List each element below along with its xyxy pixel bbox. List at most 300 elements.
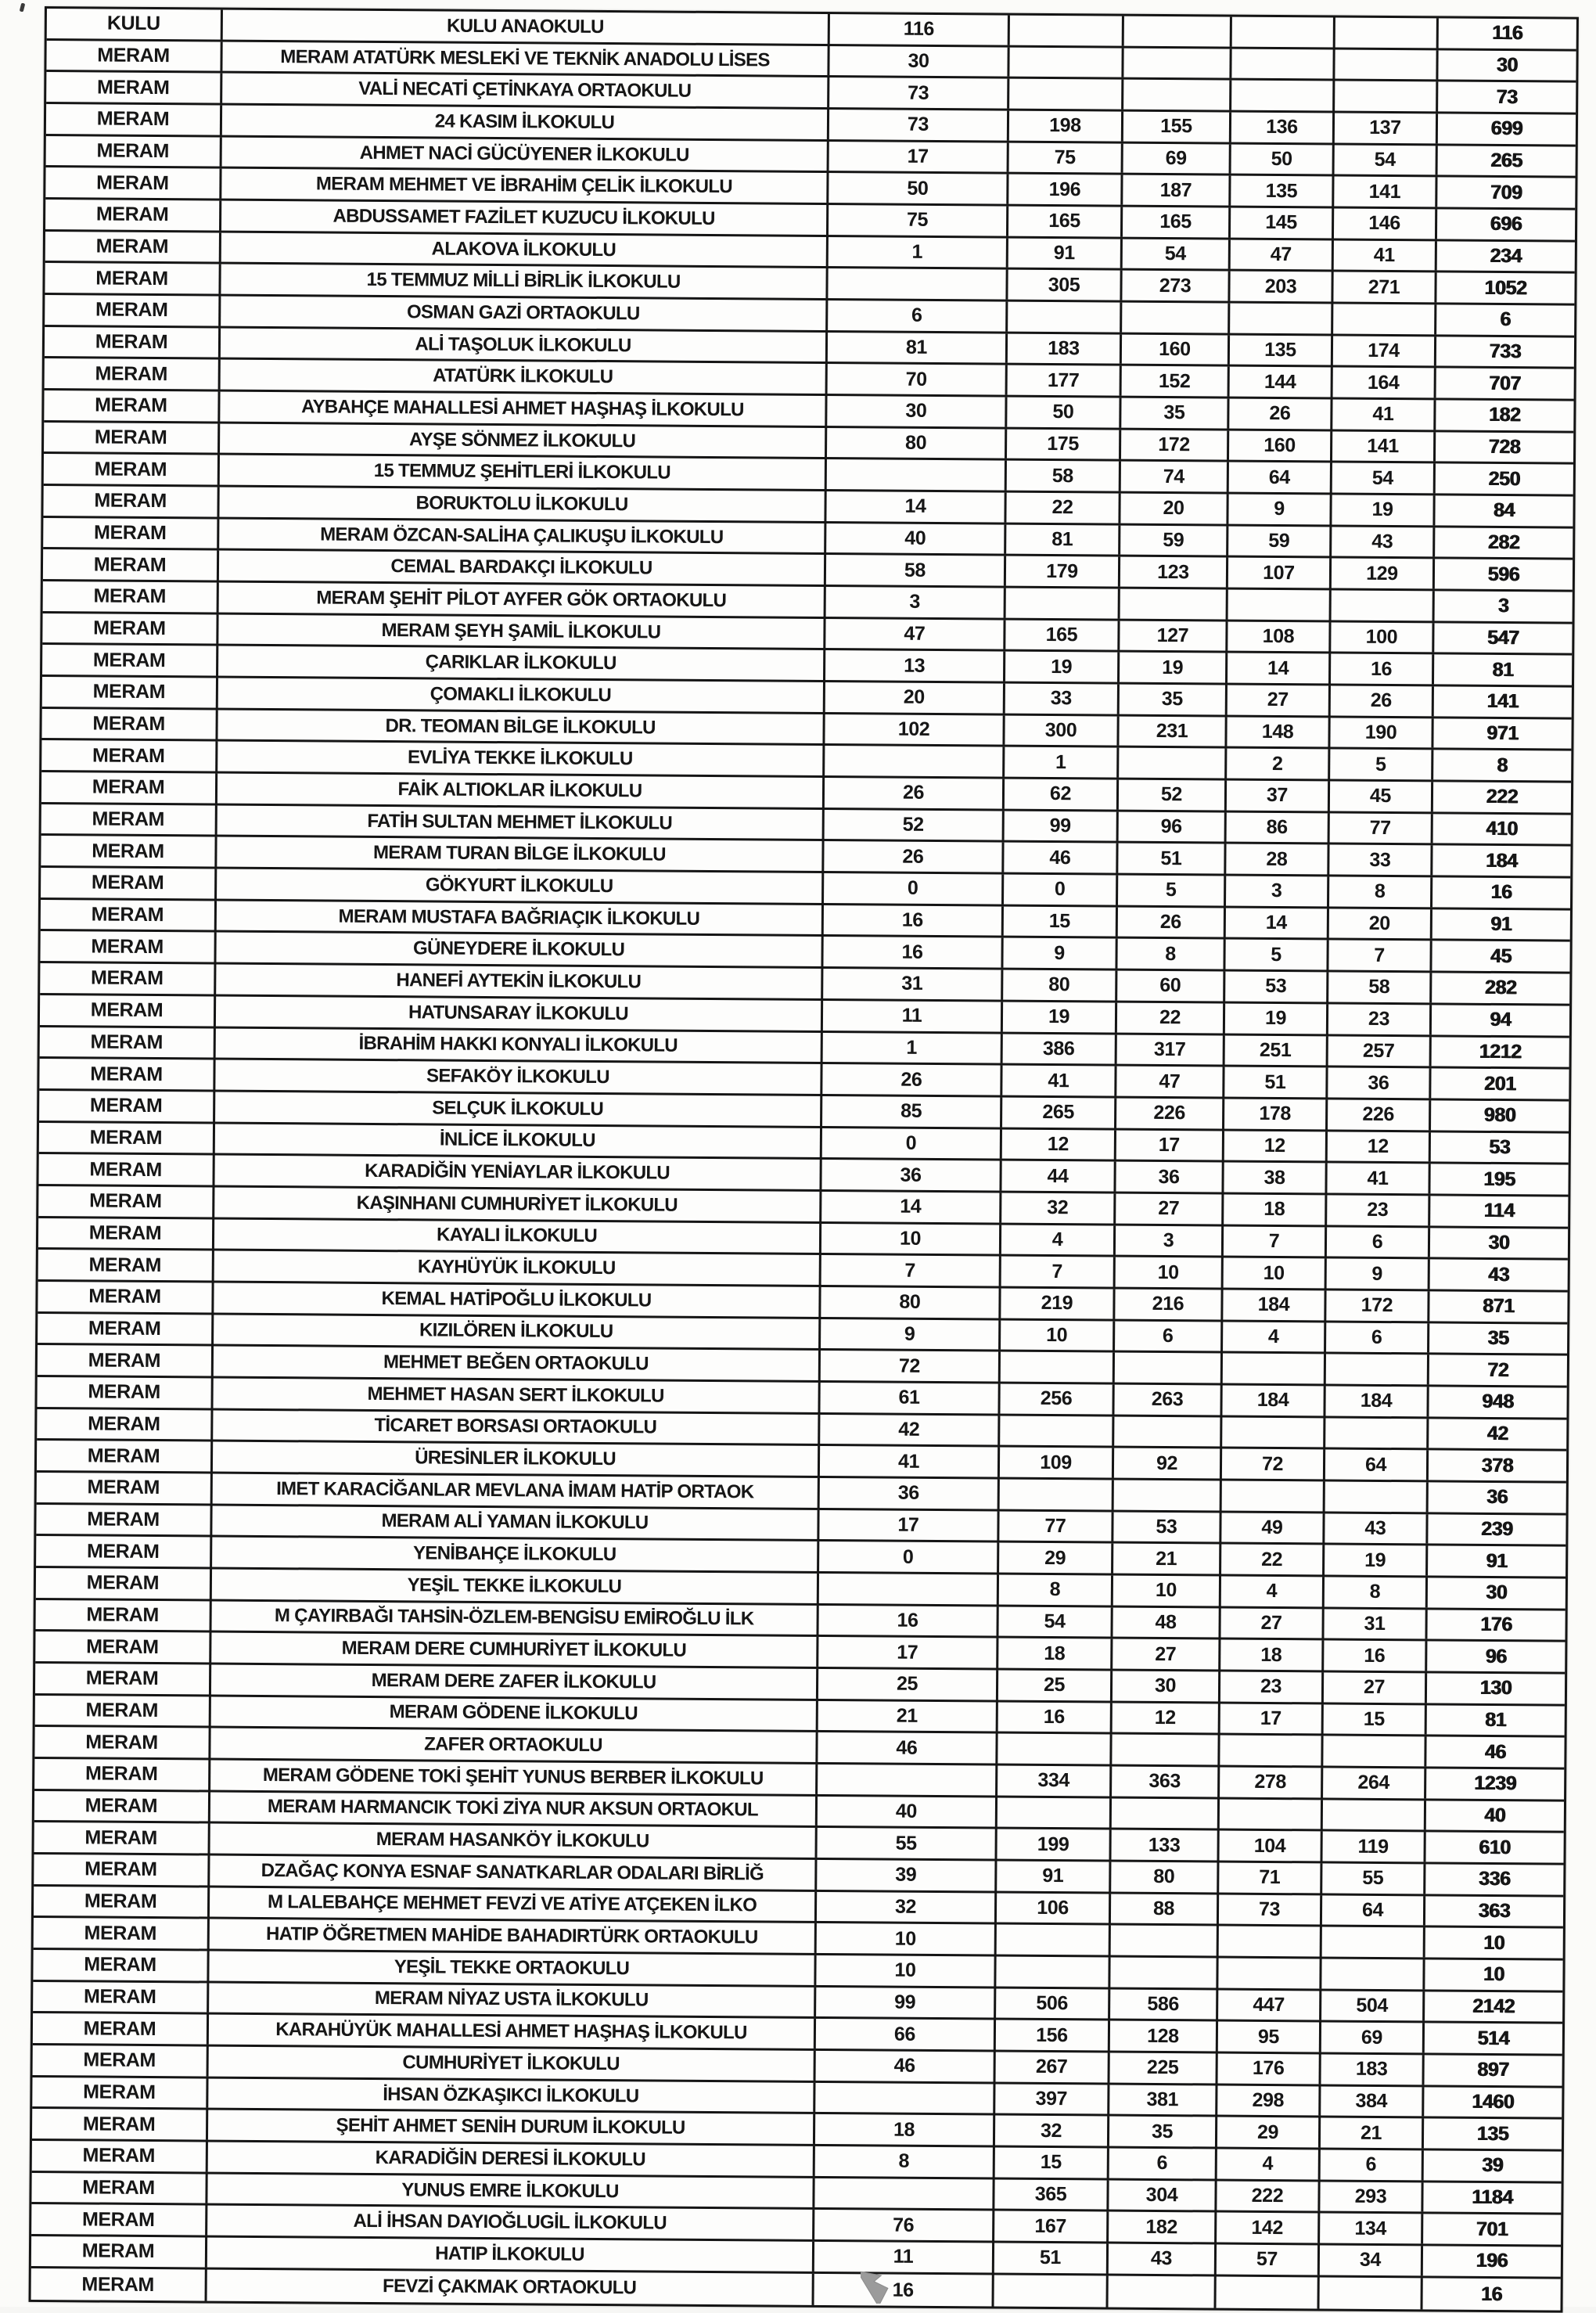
count-cell-4 bbox=[1220, 1799, 1323, 1829]
district-cell: MERAM bbox=[40, 931, 216, 962]
count-cell-3: 10 bbox=[1116, 1257, 1224, 1288]
count-cell-1: 16 bbox=[814, 2274, 994, 2307]
count-cell-1: 47 bbox=[825, 619, 1005, 649]
district-cell: MERAM bbox=[36, 1600, 212, 1631]
total-cell: 410 bbox=[1486, 818, 1519, 840]
district-cell: MERAM bbox=[40, 963, 216, 994]
school-name-cell: OSMAN GAZİ ORTAOKULU bbox=[221, 297, 828, 330]
count-cell-2: 22 bbox=[1006, 493, 1120, 523]
total-cell: 709 bbox=[1490, 181, 1522, 203]
count-cell-4: 64 bbox=[1229, 462, 1332, 493]
district-cell: MERAM bbox=[45, 167, 221, 198]
count-cell-1: 55 bbox=[818, 1828, 998, 1858]
count-cell-1: 72 bbox=[821, 1351, 1001, 1381]
district-cell: MERAM bbox=[40, 1027, 216, 1057]
count-cell-3: 43 bbox=[1109, 2244, 1217, 2275]
total-cell: 980 bbox=[1483, 1104, 1516, 1127]
count-cell-4: 135 bbox=[1230, 335, 1333, 365]
school-name-cell: MERAM DERE CUMHURİYET İLKOKULU bbox=[211, 1633, 818, 1667]
count-cell-2: 7 bbox=[1001, 1257, 1116, 1287]
school-name-cell: MERAM HASANKÖY İLKOKULU bbox=[210, 1824, 818, 1858]
count-cell-5 bbox=[1322, 1927, 1425, 1958]
district-cell: MERAM bbox=[31, 2236, 207, 2267]
total-cell: 72 bbox=[1487, 1358, 1509, 1381]
count-cell-4: 51 bbox=[1224, 1067, 1328, 1098]
district-cell: MERAM bbox=[37, 1441, 213, 1471]
count-cell-5: 271 bbox=[1333, 272, 1436, 303]
count-cell-4: 47 bbox=[1231, 239, 1334, 270]
count-cell-5 bbox=[1325, 1418, 1429, 1448]
district-cell: MERAM bbox=[36, 1568, 212, 1599]
school-name-cell: MERAM ŞEYH ŞAMİL İLKOKULU bbox=[218, 614, 825, 648]
count-cell-4 bbox=[1231, 81, 1335, 111]
scan-artifact bbox=[20, 3, 26, 13]
school-name-cell: TİCARET BORSASI ORTAOKULU bbox=[213, 1410, 820, 1444]
count-cell-3: 35 bbox=[1121, 398, 1229, 429]
count-cell-2 bbox=[994, 2275, 1109, 2308]
count-cell-5: 119 bbox=[1322, 1832, 1425, 1862]
count-cell-5 bbox=[1335, 81, 1438, 112]
count-cell-4: 17 bbox=[1220, 1703, 1324, 1734]
count-cell-3: 363 bbox=[1112, 1767, 1220, 1797]
count-cell-2 bbox=[997, 1925, 1111, 1955]
count-cell-4: 4 bbox=[1217, 2149, 1321, 2180]
total-cell: 1239 bbox=[1474, 1772, 1517, 1795]
count-cell-3 bbox=[1119, 748, 1227, 779]
school-name-cell: MERAM TURAN BİLGE İLKOKULU bbox=[217, 837, 824, 871]
district-cell: MERAM bbox=[44, 390, 220, 421]
count-cell-4: 3 bbox=[1226, 876, 1329, 907]
count-cell-5 bbox=[1333, 304, 1436, 335]
count-cell-2: 1 bbox=[1005, 747, 1119, 778]
count-cell-4: 2 bbox=[1227, 749, 1330, 779]
count-cell-3: 187 bbox=[1123, 175, 1231, 206]
count-cell-2: 219 bbox=[1001, 1288, 1115, 1318]
count-cell-1: 8 bbox=[815, 2146, 995, 2177]
total-cell: 201 bbox=[1484, 1072, 1516, 1095]
count-cell-5: 6 bbox=[1321, 2149, 1424, 2180]
school-name-cell: AYBAHÇE MAHALLESİ AHMET HAŞHAŞ İLKOKULU bbox=[220, 392, 827, 426]
count-cell-4 bbox=[1228, 590, 1332, 621]
count-cell-2: 386 bbox=[1003, 1034, 1117, 1064]
count-cell-5: 16 bbox=[1331, 654, 1434, 685]
count-cell-1 bbox=[818, 1764, 998, 1795]
count-cell-2 bbox=[1010, 16, 1124, 46]
count-cell-4: 9 bbox=[1228, 495, 1332, 525]
count-cell-2: 46 bbox=[1004, 843, 1118, 873]
district-cell: MERAM bbox=[36, 1536, 212, 1567]
count-cell-5 bbox=[1325, 1481, 1429, 1512]
count-cell-3: 74 bbox=[1121, 462, 1229, 492]
count-cell-2: 397 bbox=[995, 2084, 1109, 2114]
count-cell-4: 27 bbox=[1220, 1608, 1324, 1639]
count-cell-1 bbox=[814, 2178, 994, 2209]
count-cell-1: 73 bbox=[829, 77, 1009, 108]
count-cell-1: 41 bbox=[820, 1446, 1000, 1477]
total-cell: 84 bbox=[1493, 499, 1515, 522]
count-cell-3: 60 bbox=[1117, 971, 1225, 1002]
count-cell-5: 69 bbox=[1321, 2023, 1425, 2053]
count-cell-1 bbox=[815, 2083, 995, 2113]
count-cell-2: 300 bbox=[1005, 715, 1119, 746]
district-cell: MERAM bbox=[33, 1982, 209, 2013]
school-name-cell: 15 TEMMUZ ŞEHİTLERİ İLKOKULU bbox=[220, 455, 827, 489]
count-cell-2 bbox=[1001, 1352, 1115, 1383]
school-name-cell: MEHMET BEĞEN ORTAOKULU bbox=[214, 1347, 821, 1380]
count-cell-4: 148 bbox=[1227, 717, 1330, 747]
district-cell: MERAM bbox=[38, 1186, 214, 1217]
total-cell: 6 bbox=[1500, 308, 1512, 331]
count-cell-3 bbox=[1111, 1926, 1219, 1956]
count-cell-2: 10 bbox=[1001, 1320, 1115, 1351]
count-cell-5: 36 bbox=[1328, 1068, 1431, 1099]
count-cell-4: 176 bbox=[1218, 2054, 1321, 2085]
district-cell: MERAM bbox=[36, 1505, 212, 1535]
count-cell-2: 167 bbox=[994, 2211, 1109, 2242]
count-cell-4: 73 bbox=[1219, 1894, 1322, 1925]
count-cell-5: 6 bbox=[1326, 1322, 1429, 1353]
school-name-cell: MERAM DERE ZAFER İLKOKULU bbox=[211, 1664, 818, 1698]
count-cell-3: 155 bbox=[1123, 112, 1231, 142]
school-name-cell: MERAM ŞEHİT PİLOT AYFER GÖK ORTAOKULU bbox=[219, 583, 826, 617]
count-cell-5: 43 bbox=[1325, 1513, 1428, 1544]
count-cell-1: 17 bbox=[818, 1637, 998, 1667]
district-cell: MERAM bbox=[31, 2268, 207, 2301]
school-name-cell: ABDUSSAMET FAZİLET KUZUCU İLKOKULU bbox=[221, 201, 829, 235]
count-cell-2: 80 bbox=[1003, 970, 1117, 1001]
count-cell-2: 25 bbox=[998, 1671, 1113, 1701]
count-cell-3 bbox=[1112, 1798, 1220, 1829]
count-cell-5 bbox=[1335, 49, 1438, 80]
district-cell: MERAM bbox=[42, 645, 218, 675]
count-cell-1: 116 bbox=[830, 14, 1010, 45]
count-cell-5: 172 bbox=[1326, 1290, 1429, 1321]
count-cell-3: 47 bbox=[1116, 1067, 1224, 1097]
count-cell-3 bbox=[1124, 16, 1232, 47]
count-cell-2: 41 bbox=[1002, 1066, 1116, 1096]
count-cell-2: 179 bbox=[1006, 556, 1120, 587]
district-cell: MERAM bbox=[44, 423, 220, 453]
count-cell-5: 6 bbox=[1327, 1227, 1430, 1257]
total-cell: 10 bbox=[1483, 1963, 1505, 1986]
count-cell-5: 8 bbox=[1325, 1577, 1428, 1607]
count-cell-2: 183 bbox=[1008, 333, 1122, 364]
total-cell: 699 bbox=[1490, 117, 1523, 140]
count-cell-3: 586 bbox=[1110, 1989, 1218, 2020]
count-cell-4: 14 bbox=[1226, 908, 1329, 938]
count-cell-5: 7 bbox=[1328, 941, 1432, 971]
district-cell: MERAM bbox=[38, 1250, 214, 1280]
count-cell-2: 44 bbox=[1001, 1161, 1116, 1192]
count-cell-4 bbox=[1230, 304, 1333, 334]
count-cell-3: 133 bbox=[1111, 1830, 1219, 1861]
count-cell-2: 12 bbox=[1002, 1129, 1116, 1160]
total-cell: 514 bbox=[1477, 2027, 1510, 2049]
district-cell: MERAM bbox=[34, 1791, 210, 1822]
count-cell-2: 81 bbox=[1006, 524, 1120, 555]
count-cell-3: 263 bbox=[1114, 1384, 1222, 1415]
total-cell: 196 bbox=[1476, 2250, 1508, 2272]
count-cell-5: 16 bbox=[1324, 1641, 1427, 1671]
district-cell: MERAM bbox=[45, 327, 221, 358]
total-cell: 94 bbox=[1490, 1009, 1512, 1031]
count-cell-2: 175 bbox=[1007, 429, 1121, 459]
count-cell-3: 69 bbox=[1123, 143, 1231, 174]
count-cell-2: 165 bbox=[1008, 207, 1123, 237]
district-cell: MERAM bbox=[34, 1727, 210, 1757]
total-cell: 16 bbox=[1481, 2282, 1503, 2305]
count-cell-2: 91 bbox=[997, 1862, 1111, 1892]
count-cell-3: 123 bbox=[1120, 557, 1228, 588]
district-cell: MERAM bbox=[41, 868, 217, 898]
count-cell-4: 59 bbox=[1228, 526, 1332, 556]
school-name-cell: KARAHÜYÜK MAHALLESİ AHMET HAŞHAŞ İLKOKULU bbox=[209, 2015, 816, 2049]
school-name-cell: CEMAL BARDAKÇI İLKOKULU bbox=[219, 551, 826, 585]
count-cell-1: 80 bbox=[827, 428, 1007, 459]
count-cell-2: 18 bbox=[998, 1639, 1113, 1669]
count-cell-5: 64 bbox=[1322, 1895, 1425, 1926]
total-cell: 596 bbox=[1487, 563, 1520, 585]
count-cell-5: 27 bbox=[1324, 1672, 1427, 1703]
count-cell-3: 17 bbox=[1116, 1130, 1224, 1160]
count-cell-5: 504 bbox=[1321, 1991, 1425, 2021]
total-cell: 696 bbox=[1490, 213, 1522, 236]
district-cell: MERAM bbox=[33, 2045, 209, 2076]
total-cell: 733 bbox=[1489, 340, 1522, 363]
school-name-cell: ÇARIKLAR İLKOKULU bbox=[218, 646, 825, 680]
school-name-cell: KIZILÖREN İLKOKULU bbox=[214, 1315, 821, 1348]
district-cell: MERAM bbox=[42, 613, 218, 644]
count-cell-4: 19 bbox=[1225, 1003, 1328, 1034]
count-cell-1: 21 bbox=[818, 1701, 998, 1732]
school-name-cell: YUNUS EMRE İLKOKULU bbox=[207, 2174, 814, 2207]
total-cell: 91 bbox=[1486, 1549, 1508, 1572]
count-cell-3: 381 bbox=[1109, 2085, 1217, 2115]
count-cell-5: 190 bbox=[1330, 718, 1433, 748]
count-cell-4 bbox=[1222, 1417, 1325, 1448]
total-cell: 42 bbox=[1486, 1422, 1508, 1444]
count-cell-4: 12 bbox=[1224, 1131, 1328, 1161]
count-cell-1: 0 bbox=[819, 1541, 999, 1572]
count-cell-1: 50 bbox=[829, 173, 1008, 203]
count-cell-4 bbox=[1219, 1926, 1322, 1957]
count-cell-3 bbox=[1112, 1735, 1220, 1765]
district-cell: MERAM bbox=[40, 995, 216, 1026]
count-cell-5: 23 bbox=[1327, 1195, 1430, 1225]
total-cell: 16 bbox=[1490, 881, 1512, 904]
count-cell-2: 506 bbox=[996, 1988, 1110, 2019]
school-name-cell: AHMET NACİ GÜCÜYENER İLKOKULU bbox=[222, 137, 829, 171]
count-cell-2 bbox=[998, 1734, 1112, 1764]
count-cell-2: 196 bbox=[1008, 174, 1123, 205]
count-cell-2: 4 bbox=[1001, 1225, 1116, 1255]
school-name-cell: MERAM ÖZCAN-SALİHA ÇALIKUŞU İLKOKULU bbox=[219, 519, 826, 552]
count-cell-5: 54 bbox=[1335, 145, 1438, 175]
count-cell-5: 15 bbox=[1324, 1704, 1427, 1735]
count-cell-5: 146 bbox=[1334, 209, 1437, 239]
count-cell-1: 9 bbox=[821, 1319, 1001, 1350]
school-name-cell: MERAM NİYAZ USTA İLKOKULU bbox=[209, 1983, 816, 2016]
count-cell-2: 32 bbox=[995, 2116, 1109, 2146]
total-cell: 3 bbox=[1497, 595, 1509, 617]
count-cell-3 bbox=[1123, 80, 1231, 110]
count-cell-4: 72 bbox=[1222, 1449, 1325, 1480]
count-cell-5 bbox=[1332, 591, 1435, 621]
school-name-cell: YENİBAHÇE İLKOKULU bbox=[212, 1538, 819, 1571]
count-cell-5: 129 bbox=[1332, 559, 1435, 589]
school-name-cell: MERAM HARMANCIK TOKİ ZİYA NUR AKSUN ORTAOKUL bbox=[210, 1792, 818, 1826]
count-cell-2: 16 bbox=[998, 1702, 1113, 1732]
total-cell: 610 bbox=[1479, 1836, 1511, 1858]
total-cell: 265 bbox=[1490, 149, 1523, 172]
district-cell: MERAM bbox=[38, 1345, 214, 1376]
count-cell-2: 19 bbox=[1003, 1002, 1117, 1032]
count-cell-1: 39 bbox=[817, 1860, 997, 1890]
school-name-cell: GÖKYURT İLKOKULU bbox=[217, 869, 824, 903]
count-cell-4: 71 bbox=[1219, 1863, 1322, 1894]
count-cell-5: 20 bbox=[1329, 908, 1432, 939]
count-cell-4: 50 bbox=[1231, 144, 1335, 174]
school-name-cell: İNLİCE İLKOKULU bbox=[215, 1124, 822, 1157]
school-name-cell: HATUNSARAY İLKOKULU bbox=[216, 996, 823, 1030]
count-cell-4: 22 bbox=[1221, 1545, 1325, 1575]
total-cell: 378 bbox=[1481, 1454, 1514, 1477]
count-cell-4: 107 bbox=[1228, 558, 1332, 588]
count-cell-1: 20 bbox=[825, 682, 1005, 713]
count-cell-4: 135 bbox=[1231, 176, 1334, 207]
count-cell-5: 19 bbox=[1325, 1545, 1428, 1576]
count-cell-2 bbox=[1009, 79, 1123, 110]
cursor-arrow-icon bbox=[861, 2260, 906, 2304]
total-cell: 701 bbox=[1476, 2218, 1508, 2240]
count-cell-1: 40 bbox=[826, 523, 1006, 554]
district-cell: MERAM bbox=[41, 836, 217, 866]
school-name-cell: IMET KARACİĞANLAR MEVLANA İMAM HATİP ORTAOK bbox=[213, 1473, 820, 1507]
count-cell-3 bbox=[1114, 1416, 1222, 1447]
count-cell-4 bbox=[1231, 49, 1335, 79]
count-cell-5 bbox=[1323, 1736, 1426, 1767]
count-cell-4: 27 bbox=[1228, 685, 1331, 716]
count-cell-3: 273 bbox=[1122, 271, 1230, 301]
school-name-cell: HATIP ÖĞRETMEN MAHİDE BAHADIRTÜRK ORTAOKULU bbox=[210, 1919, 817, 1953]
school-name-cell: İBRAHİM HAKKI KONYALI İLKOKULU bbox=[216, 1028, 823, 1062]
count-cell-2: 334 bbox=[998, 1766, 1112, 1797]
count-cell-3: 92 bbox=[1114, 1448, 1222, 1479]
count-cell-1: 14 bbox=[821, 1192, 1001, 1222]
count-cell-2: 99 bbox=[1005, 811, 1119, 841]
total-cell: 8 bbox=[1497, 754, 1508, 776]
count-cell-3 bbox=[1115, 1353, 1223, 1383]
count-cell-2: 267 bbox=[996, 2052, 1110, 2083]
school-name-cell: HANEFİ AYTEKİN İLKOKULU bbox=[216, 965, 823, 998]
count-cell-1: 26 bbox=[825, 778, 1005, 808]
district-cell: MERAM bbox=[34, 1918, 210, 1948]
count-cell-3: 26 bbox=[1118, 907, 1226, 937]
count-cell-1: 75 bbox=[829, 205, 1008, 236]
count-cell-4: 144 bbox=[1230, 367, 1333, 397]
count-cell-3: 19 bbox=[1120, 653, 1228, 683]
count-cell-5: 31 bbox=[1324, 1609, 1427, 1639]
count-cell-4: 278 bbox=[1220, 1767, 1323, 1797]
count-cell-1: 46 bbox=[818, 1732, 998, 1763]
count-cell-2 bbox=[1000, 1415, 1114, 1446]
count-cell-4: 222 bbox=[1217, 2181, 1320, 2211]
count-cell-4: 184 bbox=[1222, 1385, 1325, 1415]
count-cell-2: 51 bbox=[994, 2243, 1109, 2274]
school-name-cell: SEFAKÖY İLKOKULU bbox=[215, 1060, 822, 1094]
count-cell-5: 257 bbox=[1328, 1036, 1432, 1067]
school-name-cell: KEMAL HATİPOĞLU İLKOKULU bbox=[214, 1282, 821, 1316]
count-cell-4: 26 bbox=[1229, 399, 1332, 430]
district-cell: MERAM bbox=[45, 263, 221, 293]
total-cell: 10 bbox=[1483, 1931, 1505, 1954]
count-cell-2: 156 bbox=[996, 2020, 1110, 2051]
district-cell: MERAM bbox=[45, 200, 221, 230]
count-cell-3: 152 bbox=[1122, 366, 1230, 397]
total-cell: 1184 bbox=[1472, 2185, 1513, 2209]
district-cell: MERAM bbox=[34, 1887, 210, 1917]
total-cell: 36 bbox=[1486, 1486, 1508, 1509]
count-cell-3: 30 bbox=[1113, 1671, 1220, 1702]
school-name-cell: MERAM GÖDENE TOKİ ŞEHİT YUNUS BERBER İLKOKULU bbox=[210, 1760, 818, 1793]
count-cell-4: 57 bbox=[1217, 2245, 1320, 2275]
school-name-cell: KARADİĞİN DERESİ İLKOKULU bbox=[208, 2142, 815, 2176]
school-name-cell: FAİK ALTIOKLAR İLKOKULU bbox=[217, 774, 825, 808]
school-name-cell: FATİH SULTAN MEHMET İLKOKULU bbox=[217, 805, 825, 839]
total-cell: 35 bbox=[1487, 1326, 1509, 1349]
count-cell-2 bbox=[1000, 1479, 1114, 1509]
school-name-cell: YEŞİL TEKKE İLKOKULU bbox=[212, 1569, 819, 1603]
count-cell-2: 50 bbox=[1007, 397, 1121, 428]
total-cell: 363 bbox=[1478, 1899, 1511, 1923]
school-name-cell: 24 KASIM İLKOKULU bbox=[222, 106, 829, 139]
count-cell-4: 136 bbox=[1231, 113, 1335, 143]
district-cell: MERAM bbox=[43, 581, 219, 612]
count-cell-4: 145 bbox=[1231, 208, 1334, 239]
school-name-cell: MERAM ALİ YAMAN İLKOKULU bbox=[212, 1505, 819, 1539]
count-cell-3: 51 bbox=[1118, 844, 1226, 874]
total-cell: 1212 bbox=[1479, 1040, 1522, 1063]
total-cell: 43 bbox=[1488, 1263, 1510, 1286]
count-cell-5: 9 bbox=[1327, 1259, 1430, 1290]
count-cell-3: 12 bbox=[1113, 1703, 1220, 1733]
count-cell-2: 199 bbox=[998, 1829, 1112, 1860]
count-cell-3: 96 bbox=[1119, 811, 1227, 842]
count-cell-1: 66 bbox=[816, 2019, 996, 2049]
total-cell: 114 bbox=[1483, 1200, 1515, 1222]
count-cell-4: 184 bbox=[1223, 1290, 1326, 1320]
count-cell-5: 26 bbox=[1331, 686, 1434, 717]
count-cell-1: 26 bbox=[822, 1064, 1002, 1095]
total-cell: 135 bbox=[1476, 2122, 1509, 2145]
count-cell-3: 182 bbox=[1109, 2212, 1217, 2243]
school-name-cell: DR. TEOMAN BİLGE İLKOKULU bbox=[217, 710, 825, 743]
count-cell-3: 52 bbox=[1119, 780, 1227, 811]
count-cell-4: 28 bbox=[1226, 844, 1329, 875]
district-cell: MERAM bbox=[41, 804, 217, 835]
count-cell-1: 13 bbox=[825, 650, 1005, 681]
district-cell: MERAM bbox=[43, 518, 219, 549]
count-cell-5 bbox=[1323, 1800, 1426, 1830]
district-cell: MERAM bbox=[46, 41, 222, 71]
school-name-cell: KAŞINHANI CUMHURİYET İLKOKULU bbox=[214, 1187, 821, 1221]
count-cell-1: 70 bbox=[828, 364, 1008, 394]
count-cell-1: 81 bbox=[828, 333, 1008, 363]
count-cell-4: 38 bbox=[1224, 1163, 1327, 1193]
count-cell-4 bbox=[1218, 1959, 1321, 1989]
count-cell-3: 59 bbox=[1120, 525, 1228, 556]
count-cell-1 bbox=[828, 268, 1008, 299]
